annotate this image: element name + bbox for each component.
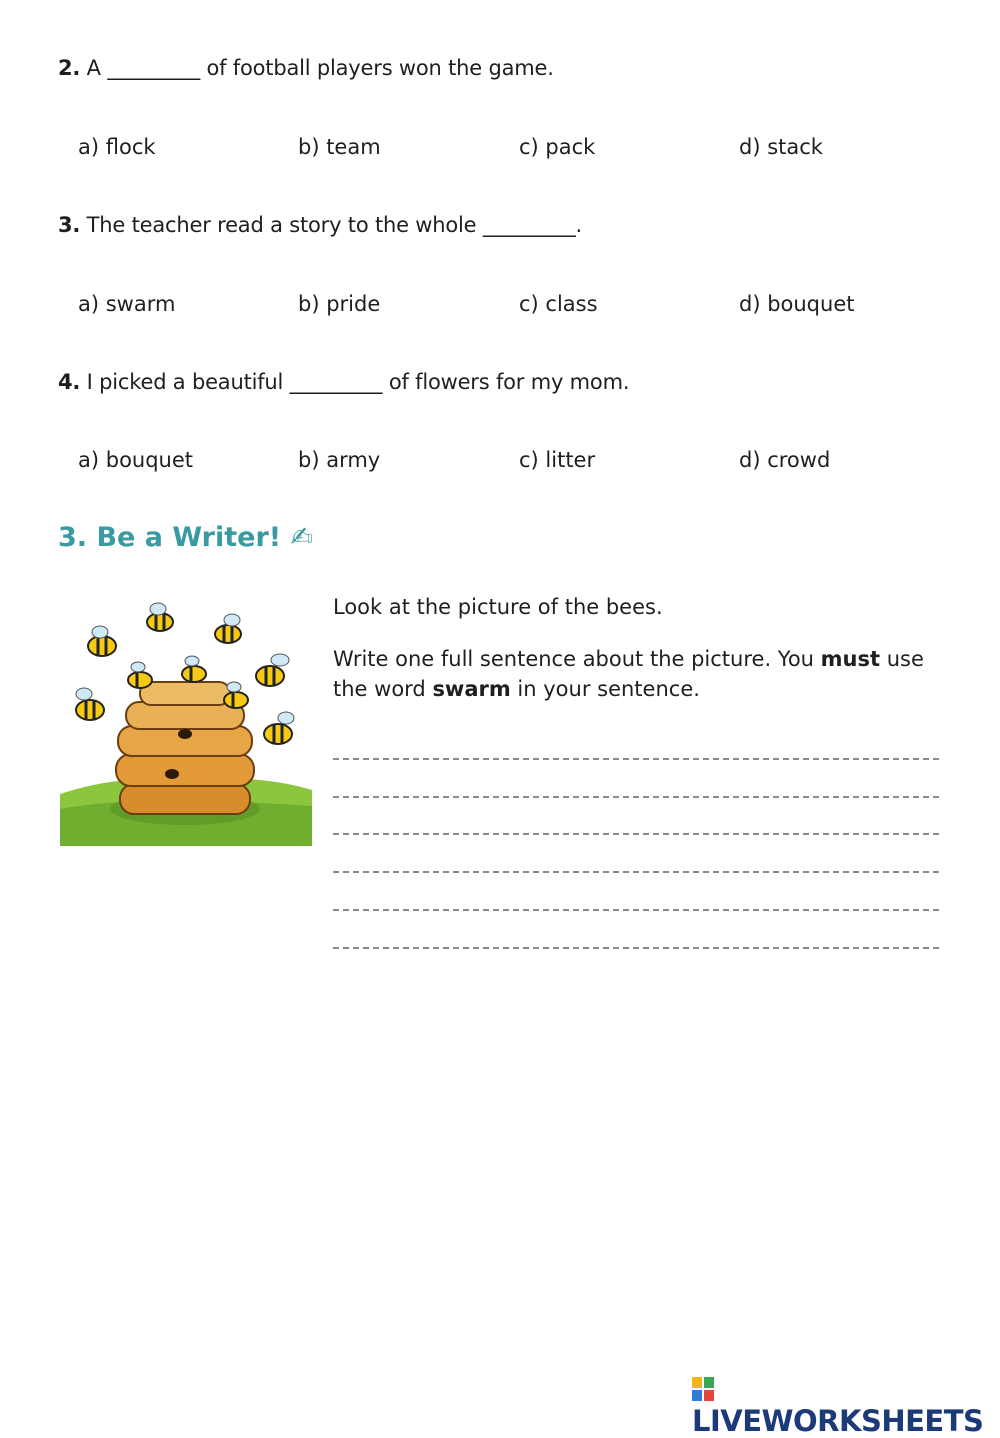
option-c[interactable]: c) pack	[519, 135, 596, 159]
question-text: I picked a beautiful _________ of flowers for my mom.	[80, 370, 630, 394]
option-a[interactable]: a) flock	[78, 135, 156, 159]
options-row	[78, 292, 978, 322]
instruction-text: Write one full sentence about the picture. You	[333, 647, 821, 671]
option-a[interactable]: a) bouquet	[78, 448, 194, 472]
bee-icon	[215, 614, 241, 643]
question-text: A _________ of football players won the game.	[80, 56, 554, 80]
instruction-1: Look at the picture of the bees.	[333, 595, 663, 619]
option-b[interactable]: b) pride	[298, 292, 381, 316]
question-3	[58, 213, 582, 237]
instruction-text: in your sentence.	[510, 677, 700, 701]
liveworksheets-logo	[692, 1370, 1000, 1438]
bee-icon	[224, 682, 248, 708]
instruction-2	[333, 644, 933, 704]
writing-line[interactable]	[333, 758, 939, 760]
option-a[interactable]: a) swarm	[78, 292, 176, 316]
bee-icon	[256, 654, 289, 686]
writing-line[interactable]	[333, 796, 939, 798]
option-b[interactable]: b) army	[298, 448, 381, 472]
bee-icon	[147, 603, 173, 631]
option-d[interactable]: d) crowd	[739, 448, 831, 472]
question-number: 2.	[58, 56, 81, 80]
option-c[interactable]: c) litter	[519, 448, 596, 472]
question-4	[58, 370, 629, 394]
brand-icon	[692, 1377, 714, 1401]
bee-icon	[88, 626, 116, 656]
writing-line[interactable]	[333, 871, 939, 873]
bee-icon	[128, 662, 152, 688]
question-2	[58, 56, 554, 80]
bee-icon	[182, 656, 206, 682]
emphasis-swarm: swarm	[432, 677, 511, 701]
writing-line[interactable]	[333, 947, 939, 949]
option-d[interactable]: d) bouquet	[739, 292, 855, 316]
options-row	[78, 135, 978, 165]
brand-name: LIVEWORKSHEETS	[692, 1404, 984, 1438]
question-number: 4.	[58, 370, 81, 394]
question-text: The teacher read a story to the whole _________.	[80, 213, 583, 237]
option-b[interactable]: b) team	[298, 135, 381, 159]
writing-line[interactable]	[333, 909, 939, 911]
option-d[interactable]: d) stack	[739, 135, 823, 159]
bee-icon	[76, 688, 104, 720]
emphasis-must: must	[820, 647, 881, 671]
options-row	[78, 448, 978, 478]
question-number: 3.	[58, 213, 81, 237]
beehive-illustration	[60, 594, 312, 846]
instruction-text: use the word	[333, 647, 924, 701]
bee-icon	[264, 712, 294, 744]
option-c[interactable]: c) class	[519, 292, 598, 316]
section-title: 3. Be a Writer! ✍	[58, 522, 314, 553]
writing-line[interactable]	[333, 833, 939, 835]
